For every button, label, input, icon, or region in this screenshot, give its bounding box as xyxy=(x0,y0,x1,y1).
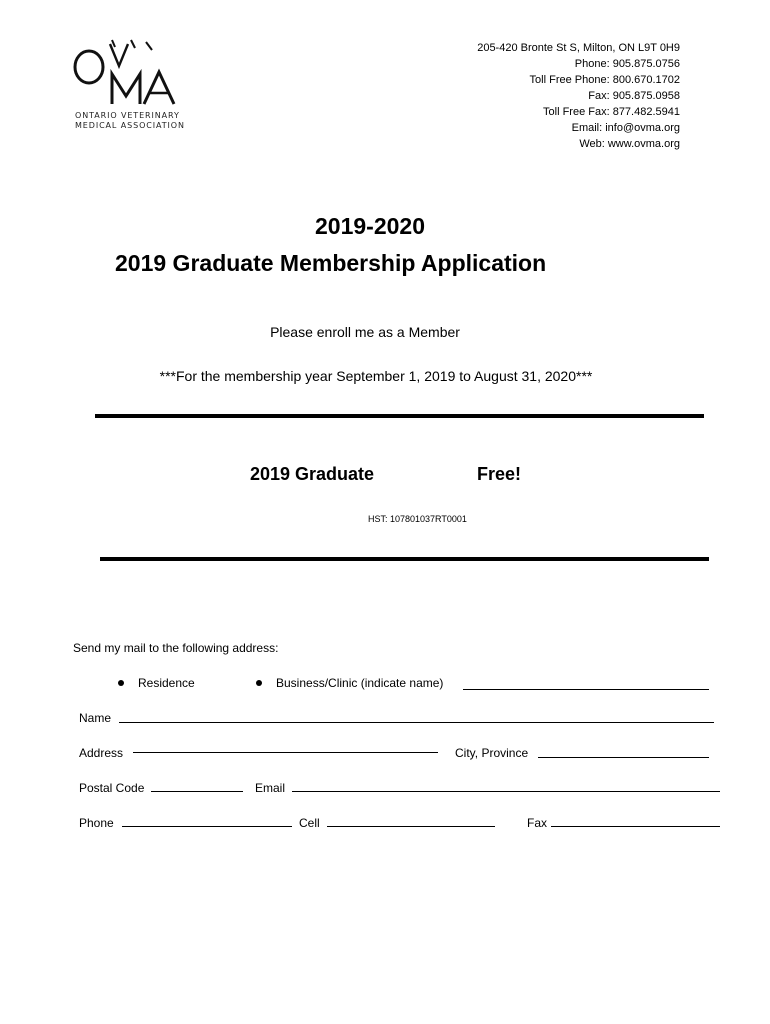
contact-toll-free-fax: Toll Free Fax: 877.482.5941 xyxy=(543,106,680,118)
contact-phone: Phone: 905.875.0756 xyxy=(574,58,680,70)
bullet-icon xyxy=(256,680,262,686)
email-field[interactable] xyxy=(292,791,720,792)
postal-code-field[interactable] xyxy=(151,791,243,792)
logo-line-2: MEDICAL ASSOCIATION xyxy=(75,121,185,130)
fax-label: Fax xyxy=(527,816,548,830)
title-year: 2019-2020 xyxy=(315,213,425,239)
cell-field[interactable] xyxy=(327,826,495,827)
option-business-label: Business/Clinic (indicate name) xyxy=(276,676,444,690)
membership-type: 2019 Graduate xyxy=(250,464,375,484)
bullet-icon xyxy=(118,680,124,686)
city-province-field[interactable] xyxy=(538,757,709,758)
option-residence[interactable] xyxy=(118,676,195,690)
ovma-logo xyxy=(72,38,187,133)
name-label: Name xyxy=(79,711,112,725)
contact-address: 205-420 Bronte St S, Milton, ON L9T 0H9 xyxy=(477,42,680,54)
divider-bottom xyxy=(100,557,709,561)
mail-address-label: Send my mail to the following address: xyxy=(73,641,279,655)
enroll-text: Please enroll me as a Member xyxy=(270,324,460,340)
contact-web[interactable]: Web: www.ovma.org xyxy=(579,138,680,150)
membership-price: Free! xyxy=(477,464,522,484)
name-field[interactable] xyxy=(119,722,714,723)
postal-code-label: Postal Code xyxy=(79,781,145,795)
membership-year-note: ***For the membership year September 1, 2019 to August 31, 2020*** xyxy=(159,368,593,384)
option-business-clinic[interactable] xyxy=(256,676,443,690)
ovma-logo-mark xyxy=(72,38,187,110)
city-province-label: City, Province xyxy=(455,746,529,760)
page-title: 2019 Graduate Membership Application xyxy=(115,250,547,276)
fax-field[interactable] xyxy=(551,826,720,827)
hst-number: HST: 107801037RT0001 xyxy=(368,514,467,524)
address-label: Address xyxy=(79,746,124,760)
cell-label: Cell xyxy=(299,816,320,830)
contact-toll-free-phone: Toll Free Phone: 800.670.1702 xyxy=(529,74,680,86)
option-residence-label: Residence xyxy=(138,676,195,690)
contact-fax: Fax: 905.875.0958 xyxy=(588,90,680,102)
contact-email[interactable]: Email: info@ovma.org xyxy=(571,122,680,134)
phone-field[interactable] xyxy=(122,826,292,827)
email-label: Email xyxy=(255,781,286,795)
contact-block xyxy=(477,40,680,152)
business-name-field[interactable] xyxy=(463,689,709,690)
address-field[interactable] xyxy=(133,752,438,753)
phone-label: Phone xyxy=(79,816,114,830)
divider-top xyxy=(95,414,704,418)
logo-line-1: ONTARIO VETERINARY xyxy=(75,111,180,120)
